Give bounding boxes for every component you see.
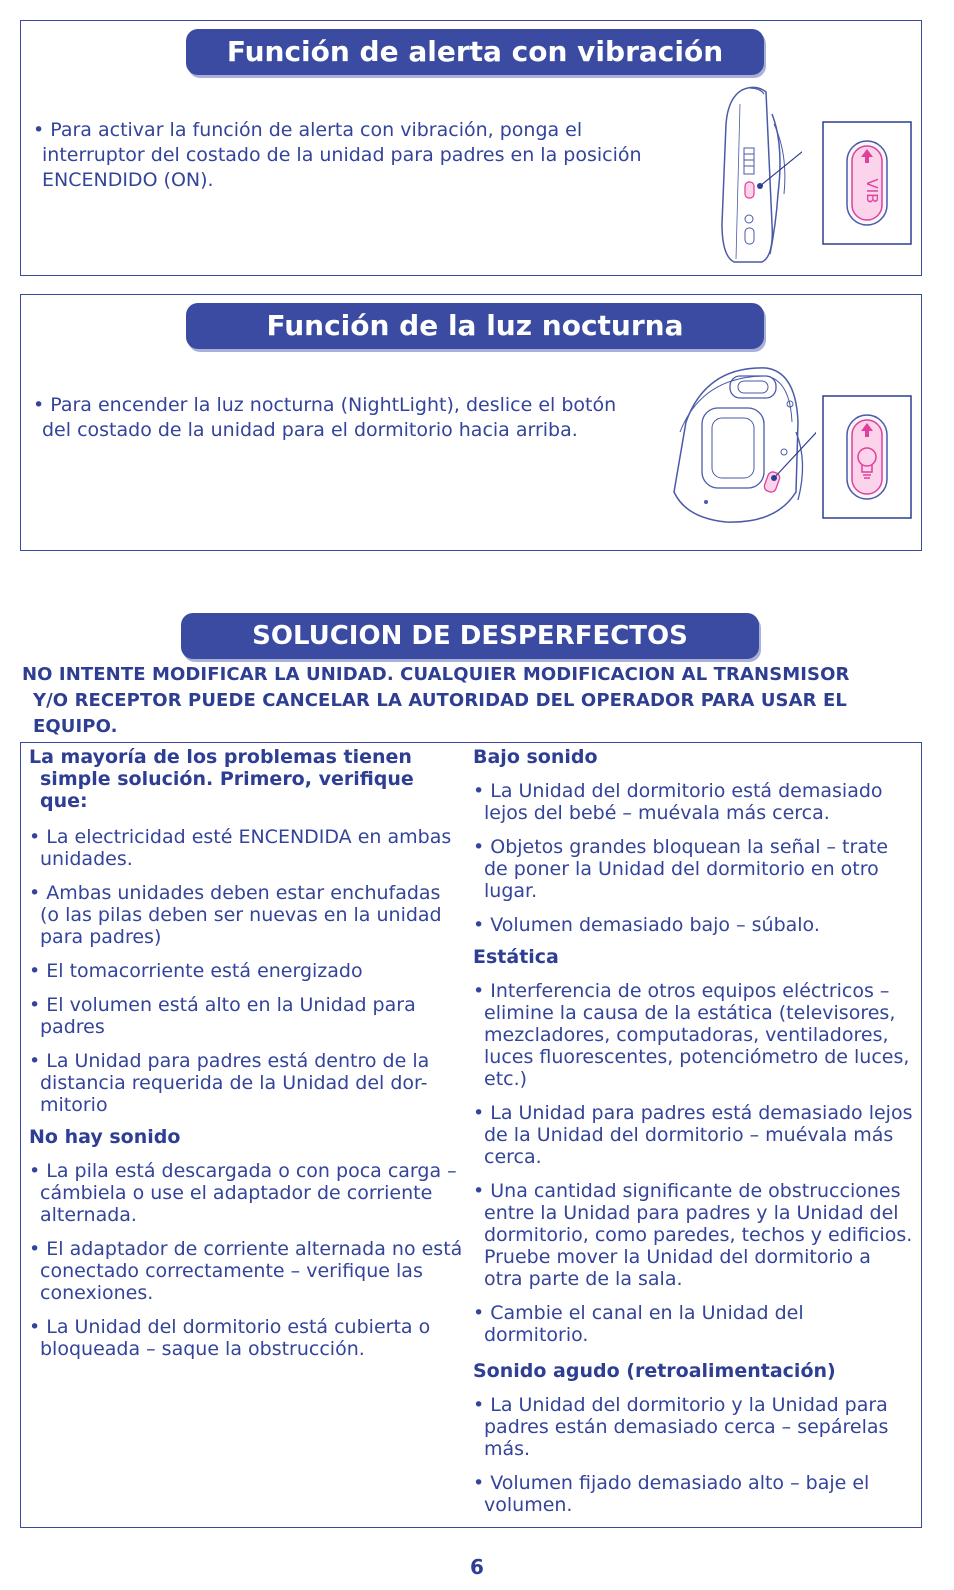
checklist-item: • El volumen está alto en la Unidad para padres (29, 994, 416, 1038)
static-item: • Cambie el canal en la Unidad del dormitorio. (473, 1302, 804, 1346)
no-sound-item: • La Unidad del dormitorio está cubierta o bloqueada – saque la obstrucción. (29, 1316, 431, 1360)
feedback-item: • La Unidad del dormitorio y la Unidad para padres están demasiado cerca – sepárelas más. (473, 1394, 889, 1460)
checklist-item: • Ambas unidades deben estar enchufadas (o las pilas deben ser nuevas en la unidad para padres) (29, 882, 442, 948)
static-item: • La Unidad para padres está demasiado lejos de la Unidad del dormitorio – muévala más cerca. (473, 1102, 913, 1168)
page-number: 6 (470, 1555, 484, 1579)
warning-line-1: NO INTENTE MODIFICAR LA UNIDAD. CUALQUIER MODIFICACION AL TRANSMISOR (22, 664, 850, 685)
vibration-line-3: ENCENDIDO (ON). (42, 169, 214, 191)
no-sound-item: • El adaptador de corriente alternada no está conectado correctamente – verifique las conexiones. (29, 1238, 463, 1304)
modification-warning (22, 662, 932, 740)
nightlight-switch-icon (822, 395, 912, 519)
nursery-unit-illustration (666, 362, 816, 532)
parent-unit-illustration (712, 84, 802, 269)
low-sound-item: • Volumen demasiado bajo – súbalo. (473, 914, 820, 936)
troubleshooting-title: SOLUCION DE DESPERFECTOS (181, 613, 759, 659)
no-sound-heading: No hay sonido (29, 1126, 181, 1148)
checklist-item: • La electricidad esté ENCENDIDA en ambas unidades. (29, 826, 452, 870)
checklist-item: • El tomacorriente está energizado (29, 960, 363, 982)
low-sound-heading: Bajo sonido (473, 746, 598, 768)
vibration-line-2: interruptor del costado de la unidad para padres en la posición (42, 144, 642, 166)
nightlight-line-1: • Para encender la luz nocturna (NightLight), deslice el botón (33, 394, 617, 416)
right-column (473, 746, 913, 1528)
warning-line-2: Y/O RECEPTOR PUEDE CANCELAR LA AUTORIDAD DEL OPERADOR PARA USAR EL (33, 690, 847, 711)
vibration-section-title: Función de alerta con vibración (186, 29, 764, 75)
checklist-item: • La Unidad para padres está dentro de la distancia requerida de la Unidad del dor- mitorio (29, 1050, 430, 1116)
no-sound-item: • La pila está descargada o con poca carga – cámbiela o use el adaptador de corriente alternada. (29, 1160, 457, 1226)
vib-switch-label: VIB (863, 178, 881, 204)
static-item: • Interferencia de otros equipos eléctricos – elimine la causa de la estática (televisores, mezcladores, computadoras, ventiladores, luces fluorescentes, potenciómetro de luces, etc.) (473, 980, 910, 1090)
feedback-heading: Sonido agudo (retroalimentación) (473, 1360, 836, 1382)
nightlight-instructions (33, 393, 673, 443)
left-column (29, 746, 465, 1372)
vib-switch-icon (822, 121, 912, 245)
nightlight-section-title: Función de la luz nocturna (186, 303, 764, 349)
low-sound-item: • La Unidad del dormitorio está demasiado lejos del bebé – muévala más cerca. (473, 780, 883, 824)
feedback-item: • Volumen fijado demasiado alto – baje el volumen. (473, 1472, 870, 1516)
checklist-intro: La mayoría de los problemas tienen simple solución. Primero, verifique que: (29, 746, 414, 812)
nightlight-line-2: del costado de la unidad para el dormitorio hacia arriba. (42, 419, 578, 441)
static-item: • Una cantidad significante de obstrucciones entre la Unidad para padres y la Unidad del dormitorio, como paredes, techos y edificios. Pruebe mover la Unidad del dormitorio a otra parte de la sala. (473, 1180, 913, 1290)
static-heading: Estática (473, 946, 559, 968)
vibration-instructions (33, 118, 673, 193)
warning-line-3: EQUIPO. (33, 716, 118, 737)
vibration-line-1: • Para activar la función de alerta con vibración, ponga el (33, 119, 583, 141)
low-sound-item: • Objetos grandes bloquean la señal – trate de poner la Unidad del dormitorio en otro lugar. (473, 836, 889, 902)
